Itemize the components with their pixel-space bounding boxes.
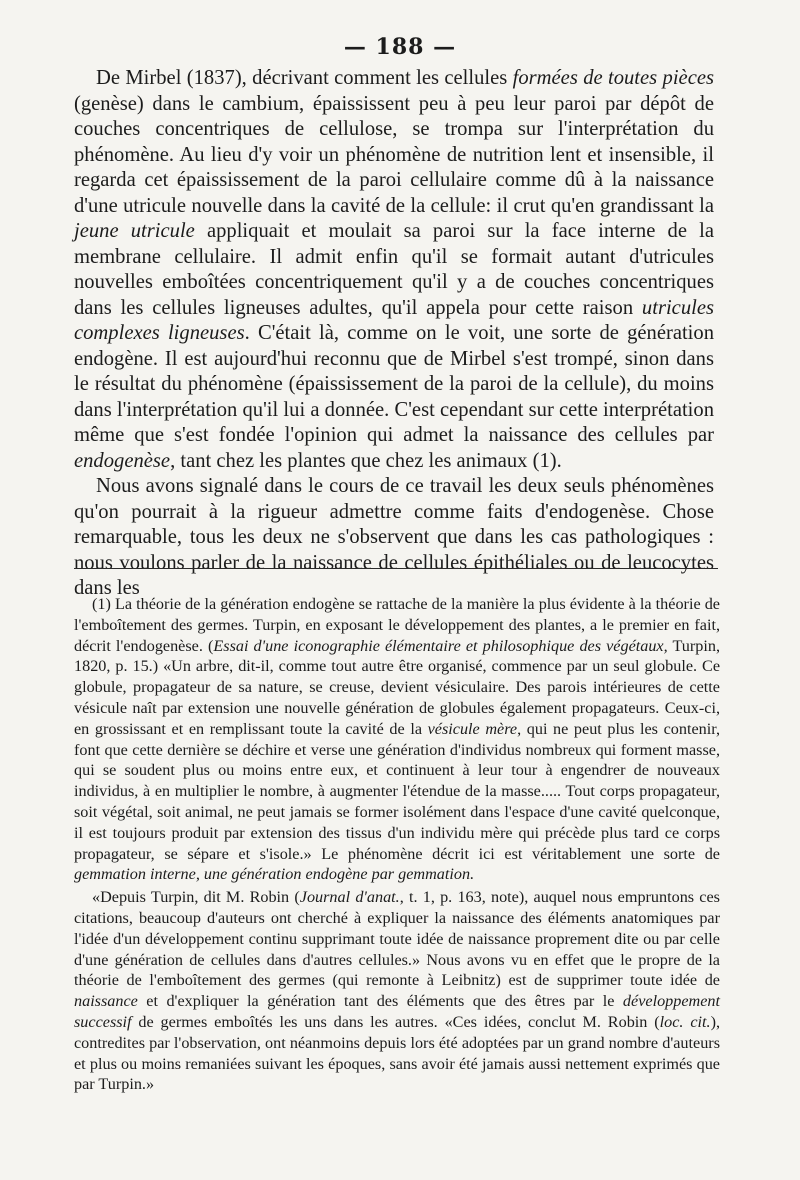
italic-run: jeune utricule <box>74 220 195 242</box>
text-run: ), contredites par l'observation, ont néanmoins depuis lors été adoptées par un grand nombre d'auteurs et plus ou moins remaniées suivant les époques, sans avoir été jamais aussi nettement exprimés que par Turpin.» <box>74 1012 720 1094</box>
italic-run: loc. cit. <box>659 1012 711 1031</box>
italic-run: endogenèse <box>74 449 171 472</box>
italic-run: Journal d'anat. <box>299 888 400 907</box>
text-run: , qui ne peut plus les contenir, font que cette dernière se déchire et verse une génération d'individus nombreux qui forment masse, qui se soudent plus ou moins entre eux, et continuent à leur tour à engendrer de nouveaux individus, à en multiplier le nombre, à augmenter l'étendue de la masse..... Tout corps propagateur, soit végétal, soit animal, ne peut jamais se former isolément dans l'espace d'une cavité quelconque, il est toujours produit par extension des tissus d'un individu mère qui précède plus tard ce corps propagateur, se sépare et s'isole.» Le phénomène décrit ici est véritablement une sorte de <box>74 719 721 863</box>
body-paragraph-2 <box>74 474 714 602</box>
main-text <box>74 66 714 602</box>
italic-run: formées de toutes pièces <box>512 67 714 89</box>
text-run: . C'était là, comme on le voit, une sorte de génération endogène. Il est aujourd'hui reconnu que de Mirbel s'est trompé, sinon dans le résultat du phénomène (épaississement de la paroi de la cellule), du moins dans l'interprétation qu'il lui a donnée. C'est cependant sur cette interprétation même que s'est fondée l'opinion qui admet la naissance des cellules par <box>74 322 714 446</box>
text-run: , t. 1, p. 163, note), auquel nous empruntons ces citations, beaucoup d'auteurs ont cherché à expliquer la naissance des éléments anatomiques par l'idée d'un développement continu supprimant toute idée de naissance proprement dite ou par celle d'une génération de cellules dans d'autres cellules.» Nous avons vu en effet que le propre de la théorie de l'emboîtement des germes (qui remonte à Leibnitz) est de supprimer toute idée de <box>74 888 720 990</box>
text-run: Turpin, 1820, p. 15.) «Un arbre, dit-il, comme tout autre être organisé, commence par un seul globule. Ce globule, propagateur de sa nature, se creuse, devient vésiculaire. Des parois intérieures de cette vésicule naît par extension une nouvelle génération de globules également propagateurs. Ceux-ci, en grossissant et en remplissant toute la cavité de la <box>74 636 720 738</box>
footnote-paragraph-1 <box>74 594 720 885</box>
italic-run: utricules complexes ligneuses <box>74 296 714 344</box>
italic-run: développement successif <box>74 992 720 1031</box>
italic-run: gemmation interne, une génération endogène par gemmation. <box>74 865 475 884</box>
italic-run: naissance <box>74 992 138 1011</box>
text-run: De Mirbel (1837), décrivant comment les cellules <box>96 67 513 89</box>
text-run: Nous avons signalé dans le cours de ce travail les deux seuls phénomènes qu'on pourrait à la rigueur admettre comme faits d'endogenèse. Chose remarquable, tous les deux ne s'observent que dans les cas pathologiques : nous voulons parler de la naissance de cellules épithéliales ou de leucocytes dans les <box>74 475 714 599</box>
footnotes <box>74 594 720 1097</box>
footnote-separator <box>74 568 718 569</box>
text-run: «Depuis Turpin, dit M. Robin ( <box>92 888 300 907</box>
text-run: (1) La théorie de la génération endogène se rattache de la manière la plus évidente à la théorie de l'emboîtement des germes. Turpin, en exposant le développement des plantes, a le premier en fait, décrit l'endogenèse. ( <box>74 595 720 655</box>
text-run: et d'expliquer la génération tant des éléments que des êtres par le <box>137 992 623 1011</box>
text-run: de germes emboîtés les uns dans les autres. «Ces idées, conclut M. Robin ( <box>131 1012 660 1031</box>
footnote-paragraph-2 <box>74 887 720 1095</box>
page-number: — 188 — <box>343 34 457 60</box>
text-run: (genèse) dans le cambium, épaississent peu à peu leur paroi par dépôt de couches concentriques de cellulose, se trompa sur l'interprétation du phénomène. Au lieu d'y voir un phénomène de nutrition lent et insensible, il regarda cet épaississement de la paroi cellulaire comme dû à la naissance d'une utricule nouvelle dans la cavité de la cellule: il crut qu'en grandissant la <box>74 92 714 217</box>
italic-run: Essai d'une iconographie élémentaire et philosophique des végétaux, <box>213 636 668 655</box>
body-paragraph-1 <box>74 66 714 474</box>
italic-run: vésicule mère <box>427 719 518 738</box>
text-run: appliquait et moulait sa paroi sur la face interne de la membrane cellulaire. Il admit enfin qu'il se formait autant d'utricules nouvelles emboîtées concentriquement qu'il y a de couches concentriques dans les cellules ligneuses adultes, qu'il appela pour cette raison <box>74 220 714 319</box>
text-run: , tant chez les plantes que chez les animaux (1). <box>170 449 562 472</box>
